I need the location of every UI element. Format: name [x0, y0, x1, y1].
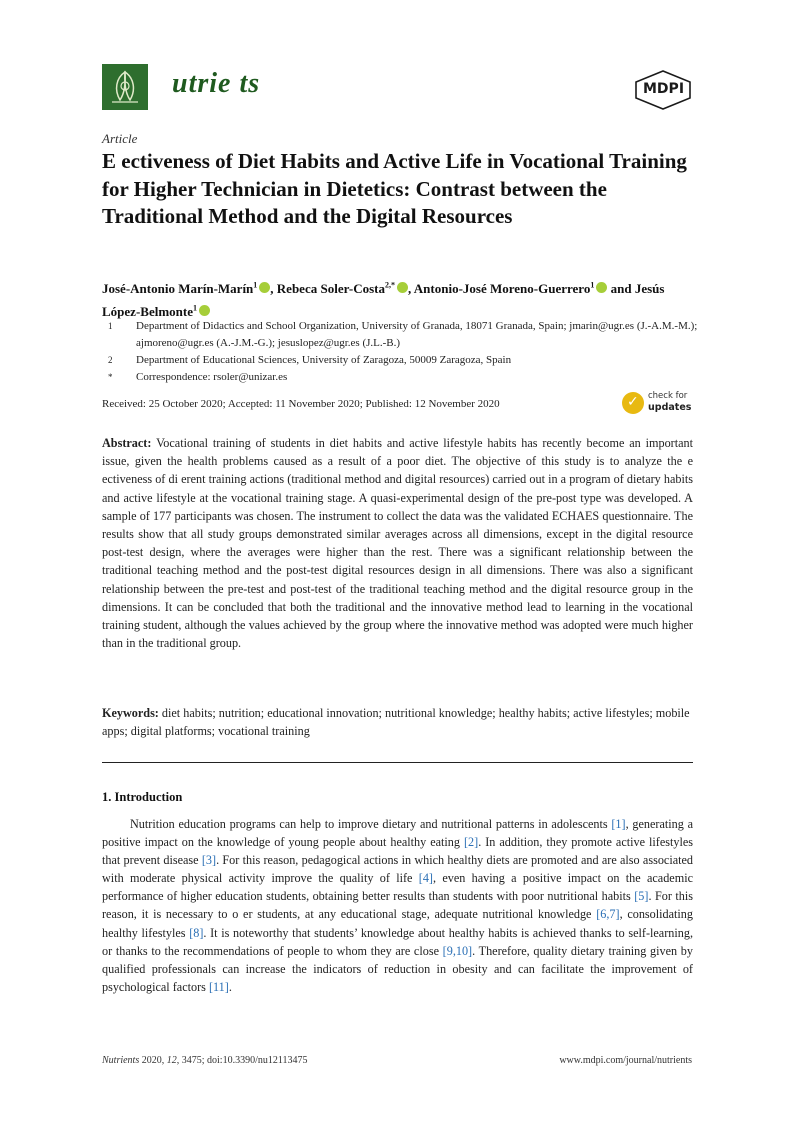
citation-link[interactable]: [3]: [201, 853, 217, 868]
author-list: [102, 276, 702, 321]
affiliation-mark: *: [108, 372, 113, 382]
citation-link[interactable]: [11]: [208, 979, 229, 994]
citation-link[interactable]: [8]: [189, 925, 204, 940]
footer-url[interactable]: www.mdpi.com/journal/nutrients: [559, 1055, 692, 1066]
author-affil-sup: 2,*: [384, 281, 395, 290]
paragraph-text: Nutrition education programs can help to improve dietary and nutritional patterns in adolescents: [130, 817, 612, 831]
mdpi-logo-text: MDPI: [643, 81, 685, 97]
paragraph-text: . For this reason, pedagogical actions in which healthy diets are promoted and are also associated with moderate physical activity improve the quality of life: [102, 853, 694, 886]
author-separator: ,: [270, 281, 277, 297]
author-affil-sup: 1: [590, 281, 595, 290]
author-name: Antonio-José Moreno-Guerrero: [413, 281, 591, 297]
citation-link[interactable]: [6,7]: [596, 907, 620, 922]
keywords: [102, 704, 693, 740]
author-1: [102, 281, 277, 296]
orcid-icon[interactable]: [397, 282, 408, 293]
checkmark-icon: ✓: [627, 394, 639, 410]
section-heading: 1. Introduction: [102, 790, 183, 804]
author-affil-sup: 1: [192, 303, 197, 313]
check-updates-line1: check for: [648, 391, 688, 401]
mdpi-logo: [634, 70, 692, 110]
footer-volume: 12: [166, 1055, 177, 1066]
paragraph-text: .: [228, 979, 232, 994]
author-name: Rebeca Soler-Costa: [276, 281, 385, 297]
paragraph-text: , even having a positive impact on the academic performance of higher education students, obtaining better results than students with poor nutritional habits: [102, 871, 693, 904]
orcid-icon[interactable]: [199, 305, 210, 316]
citation-link[interactable]: [4]: [418, 871, 433, 886]
citation-link[interactable]: [9,10]: [442, 943, 473, 958]
author-separator: and: [607, 281, 635, 297]
paragraph-text: . In addition, they promote active lifestyles that prevent disease: [102, 835, 693, 868]
affiliation-1: [102, 318, 702, 352]
publication-dates: Received: 25 October 2020; Accepted: 11 November 2020; Published: 12 November 2020: [102, 398, 500, 410]
citation-link[interactable]: [5]: [634, 889, 649, 904]
keywords-label: Keywords:: [102, 706, 159, 720]
footer-year: 2020,: [139, 1055, 167, 1066]
author-3: [414, 281, 635, 296]
paragraph-text: . For this reason, it is necessary to o er students, at any educational stage, adequate nutritional knowledge: [102, 889, 693, 922]
paragraph-text: . It is noteworthy that students’ knowledge about healthy habits is achieved thanks to self-learning, or thanks to the recommendations of people to whom they are close: [102, 925, 693, 958]
abstract: [102, 434, 693, 652]
journal-name: utrie ts: [172, 68, 261, 99]
check-for-updates-badge[interactable]: [622, 390, 694, 420]
affiliation-text: Department of Educational Sciences, University of Zaragoza, 50009 Zaragoza, Spain: [136, 354, 512, 366]
footer-journal: Nutrients: [102, 1055, 140, 1066]
article-type: Article: [102, 131, 138, 146]
footer-citation: [102, 1055, 307, 1066]
affiliation-text: Correspondence: rsoler@unizar.es: [136, 371, 288, 383]
affiliation-text: Department of Didactics and School Organization, University of Granada, 18071 Granada, Spain; jmarin@ugr.es (J.-A.M.-M.); ajmoreno@ugr.es (A.-J.M.-G.); jesuslopez@ugr.es (J.L.-B.): [136, 320, 698, 349]
check-updates-line2: updates: [648, 402, 692, 413]
abstract-text: Vocational training of students in diet habits and active lifestyle habits has recently become an important issue, given the health problems caused as a result of a poor diet. The objective of this study is to analyze the e ectiveness of di erent training actions (traditional method and digital resources) carried out in a program of dietary habits and active lifestyle at the vocational training stage. A quasi-experimental design of the pre-post type was developed. A sample of 177 participants was chosen. The instrument to collect the data was the validated ECHAES questionnaire. The results show that all study groups demonstrated similar averages across all dimensions, except in the digital resource post-test design, where the averages were higher than the rest. There was a significant relationship between the traditional teaching method and the post-test digital resources design in all dimensions. There was also a significant relationship between the pre-test and post-test of the traditional teaching method and the digital resource group in the dimensions. It can be concluded that both the traditional and the innovative method lead to learning in the vocational training student, although the values achieved by the group where the innovative method was adopted were much higher than in the traditional group.: [102, 436, 693, 651]
footer-doi: , 3475; doi:10.3390/nu12113475: [176, 1055, 308, 1066]
author-2: [277, 281, 414, 296]
affiliation-2: [102, 352, 702, 369]
intro-paragraph: [102, 815, 693, 996]
author-name: José-Antonio Marín-Marín: [102, 281, 254, 297]
paragraph-text: , generating a positive impact on the knowledge of young people about healthy eating: [102, 817, 693, 850]
paragraph-text: . Therefore, quality dietary training given by qualified professionals can increase the indicators of reduction in obesity and can facilitate the improvement of psychological factors: [102, 943, 693, 994]
orcid-icon[interactable]: [259, 282, 270, 293]
keywords-text: diet habits; nutrition; educational innovation; nutritional knowledge; healthy habits; active lifestyles; mobile apps; digital platforms; vocational training: [102, 706, 690, 739]
abstract-label: Abstract:: [102, 436, 152, 450]
affiliations: [102, 318, 702, 386]
check-updates-text: [648, 391, 691, 414]
paragraph-text: , consolidating healthy lifestyles: [102, 907, 693, 940]
affiliation-mark: 1: [108, 321, 113, 331]
affiliation-mark: 2: [108, 355, 113, 365]
citation-link[interactable]: [2]: [463, 835, 479, 850]
section-divider: [102, 762, 693, 763]
author-name: Jesús López-Belmonte: [102, 281, 665, 319]
author-separator: ,: [407, 281, 414, 297]
correspondence: [102, 369, 702, 386]
orcid-icon[interactable]: [596, 282, 607, 293]
paper-title: E ectiveness of Diet Habits and Active Life in Vocational Training for Higher Technician in Dietetics: Contrast between the Traditional Method and the Digital Resources: [102, 149, 687, 228]
journal-logo: [102, 64, 148, 110]
leaf-logo-icon: [102, 64, 148, 110]
author-affil-sup: 1: [253, 281, 258, 290]
citation-link[interactable]: [1]: [611, 817, 626, 831]
